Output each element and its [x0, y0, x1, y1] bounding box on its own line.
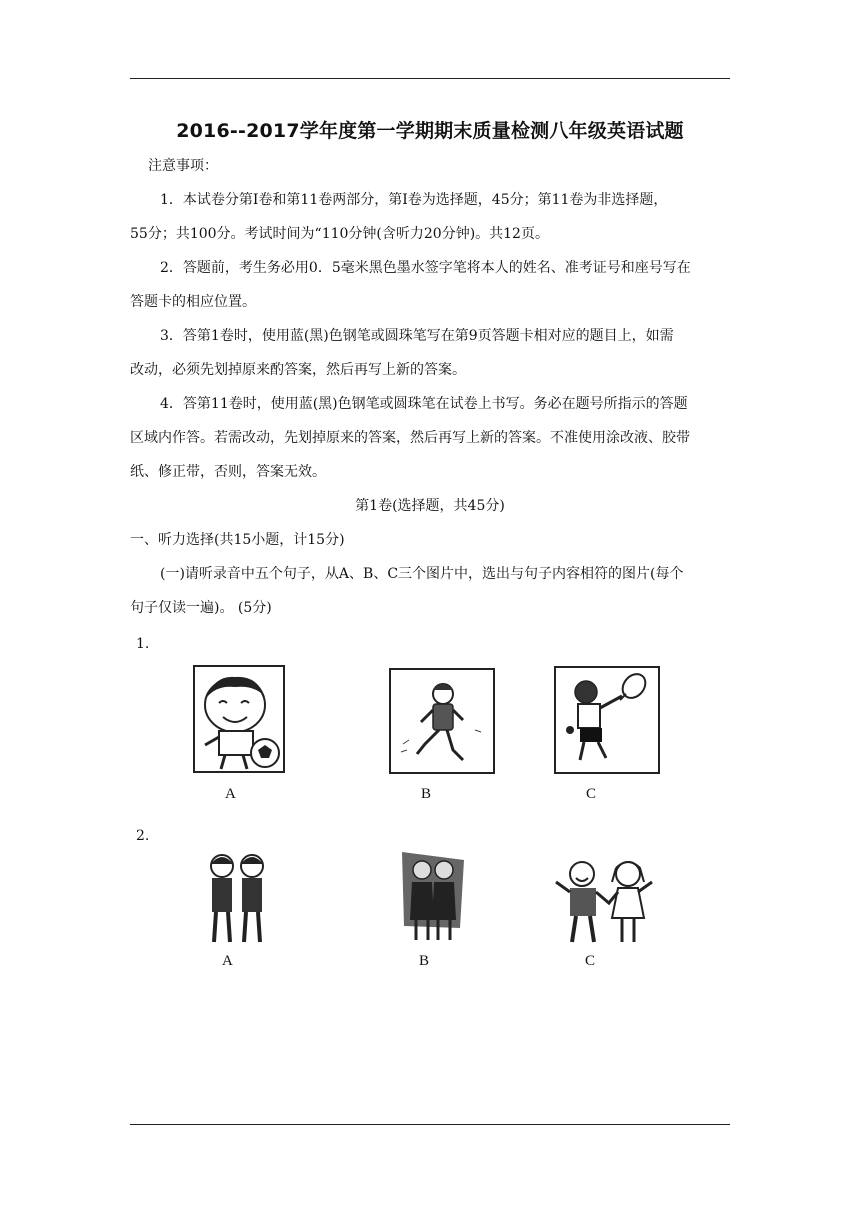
notice-line: 2．答题前，考生务必用0．5毫米黑色墨水签字笔将本人的姓名、准考证号和座号写在 [160, 260, 691, 276]
boy-playing-tennis-picture [554, 666, 660, 774]
notice-line: 纸、修正带，否则，答案无效。 [130, 464, 326, 480]
notice-line: 55分；共100分。考试时间为“110分钟(含听力20分钟)。共12页。 [130, 226, 549, 242]
notice-line: 改动，必须先划掉原来酌答案，然后再写上新的答案。 [130, 362, 466, 378]
option-label: A [225, 786, 236, 802]
notice-line: 答题卡的相应位置。 [130, 294, 256, 310]
question-number: 1. [136, 636, 150, 652]
two-boys-back-to-back-picture [200, 850, 274, 946]
option-label: C [586, 786, 597, 802]
boy-and-girl-laughing-picture [552, 852, 658, 948]
notice-heading: 注意事项： [148, 158, 218, 174]
footer-rule [130, 1124, 730, 1125]
section1-instruction: (一)请听录音中五个句子，从A、B、C三个图片中，选出与句子内容相符的图片(每个 [160, 566, 684, 582]
section1-heading: 一、听力选择(共15小题，计15分) [130, 532, 345, 548]
two-girls-standing-picture [398, 848, 468, 944]
notice-line: 区域内作答。若需改动，先划掉原来的答案，然后再写上新的答案。不准使用涂改液、胶带 [130, 430, 690, 446]
boy-with-soccer-ball-picture [193, 665, 285, 773]
header-rule [130, 78, 730, 79]
option-label: B [419, 953, 430, 969]
option-label: B [421, 786, 432, 802]
page-title: 2016--2017学年度第一学期期末质量检测八年级英语试题 [176, 120, 684, 142]
notice-line: 4．答第11卷时，使用蓝(黑)色钢笔或圆珠笔在试卷上书写。务必在题号所指示的答题 [160, 396, 688, 412]
notice-line: 1．本试卷分第Ⅰ卷和第11卷两部分，第Ⅰ卷为选择题，45分；第11卷为非选择题， [160, 192, 668, 208]
option-label: A [222, 953, 233, 969]
part1-heading: 第1卷(选择题，共45分) [355, 498, 505, 514]
question-number: 2. [136, 828, 150, 844]
notice-line: 3．答第1卷时，使用蓝(黑)色钢笔或圆珠笔写在第9页答题卡相对应的题目上，如需 [160, 328, 674, 344]
section1-instruction: 句子仅读一遍)。 (5分) [130, 600, 272, 616]
boy-running-picture [389, 668, 495, 774]
option-label: C [585, 953, 596, 969]
